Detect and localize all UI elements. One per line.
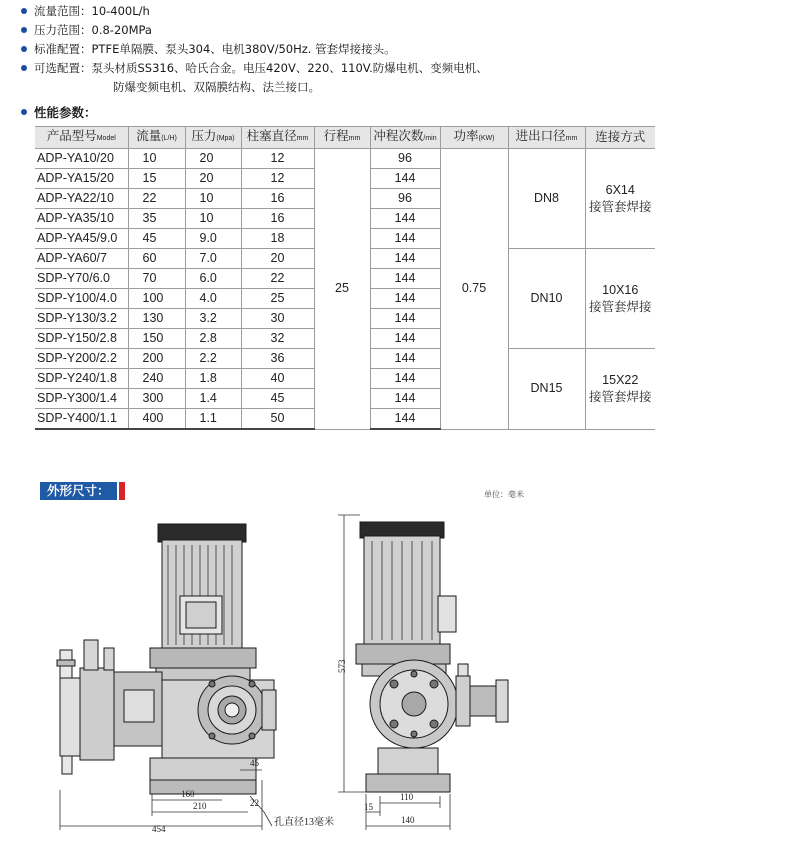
port-cell-dn8: DN8 <box>508 149 585 249</box>
header-stroke: 行程mm <box>314 127 370 149</box>
header-port: 进出口径mm <box>508 127 585 149</box>
header-connection: 连接方式 <box>585 127 655 149</box>
pressure-range-item: 压力范围：0.8-20MPa <box>21 21 661 40</box>
table-row: SDP-Y200/2.2 200 2.2 36 144 DN15 15X22 接管套焊接 <box>35 349 655 369</box>
table-row: SDP-Y240/1.8 240 1.8 40 144 <box>35 369 655 389</box>
table-row: ADP-YA22/10 22 10 16 96 <box>35 189 655 209</box>
table-row: SDP-Y150/2.8 150 2.8 32 144 <box>35 329 655 349</box>
dim-22-label: 22 <box>250 798 259 808</box>
dim-140-label: 140 <box>401 815 415 825</box>
header-pressure: 压力(Mpa) <box>185 127 241 149</box>
side-view <box>356 522 508 792</box>
connection-cell-15x22: 15X22 接管套焊接 <box>585 349 655 430</box>
connection-cell-10x16: 10X16 接管套焊接 <box>585 249 655 349</box>
unit-note: 单位：毫米 <box>484 490 524 499</box>
dim-454-label: 454 <box>152 824 166 834</box>
table-row: SDP-Y300/1.4 300 1.4 45 144 <box>35 389 655 409</box>
power-cell: 0.75 <box>440 149 508 430</box>
port-cell-dn15: DN15 <box>508 349 585 430</box>
flow-range-item: 流量范围：10-400L/h <box>21 2 661 21</box>
table-row: ADP-YA45/9.0 45 9.0 18 144 <box>35 229 655 249</box>
table-row: ADP-YA35/10 35 10 16 144 <box>35 209 655 229</box>
table-row: SDP-Y70/6.0 70 6.0 22 144 <box>35 269 655 289</box>
header-power: 功率(KW) <box>440 127 508 149</box>
hole-diameter-note: 孔直径13毫米 <box>274 817 334 828</box>
table-row: ADP-YA60/7 60 7.0 20 144 DN10 10X16 接管套焊接 <box>35 249 655 269</box>
dim-15-label: 15 <box>364 802 373 812</box>
table-row: ADP-YA15/20 15 20 12 144 <box>35 169 655 189</box>
dim-160-label: 160 <box>181 789 195 799</box>
connection-cell-6x14: 6X14 接管套焊接 <box>585 149 655 249</box>
dim-45-label: 45 <box>250 758 259 768</box>
front-view <box>57 524 276 794</box>
header-flow: 流量(L/H) <box>128 127 185 149</box>
dim-573-label: 573 <box>337 659 347 673</box>
optional-config-item: 可选配置：泵头材质SS316、哈氏合金。电压420V、220、110V.防爆电机、变频电机、 防爆变频电机、双隔膜结构、法兰接口。 <box>21 59 661 97</box>
standard-config-item: 标准配置：PTFE单隔膜、泵头304、电机380V/50Hz. 管套焊接接头。 <box>21 40 661 59</box>
dimensions-title: 外形尺寸： <box>40 482 117 500</box>
header-spm: 冲程次数/min <box>370 127 440 149</box>
header-plunger: 柱塞直径mm <box>241 127 314 149</box>
stroke-cell: 25 <box>314 149 370 430</box>
performance-title: 性能参数： <box>21 103 97 121</box>
table-row: ADP-YA10/20 10 20 12 25 96 0.75 DN8 6X14 接管套焊接 <box>35 149 655 169</box>
dim-110-label: 110 <box>400 792 414 802</box>
dim-210-label: 210 <box>193 801 207 811</box>
table-row: SDP-Y100/4.0 100 4.0 25 144 <box>35 289 655 309</box>
header-model: 产品型号Model <box>35 127 128 149</box>
port-cell-dn10: DN10 <box>508 249 585 349</box>
table-row: SDP-Y400/1.1 400 1.1 50 144 <box>35 409 655 430</box>
table-row: SDP-Y130/3.2 130 3.2 30 144 <box>35 309 655 329</box>
